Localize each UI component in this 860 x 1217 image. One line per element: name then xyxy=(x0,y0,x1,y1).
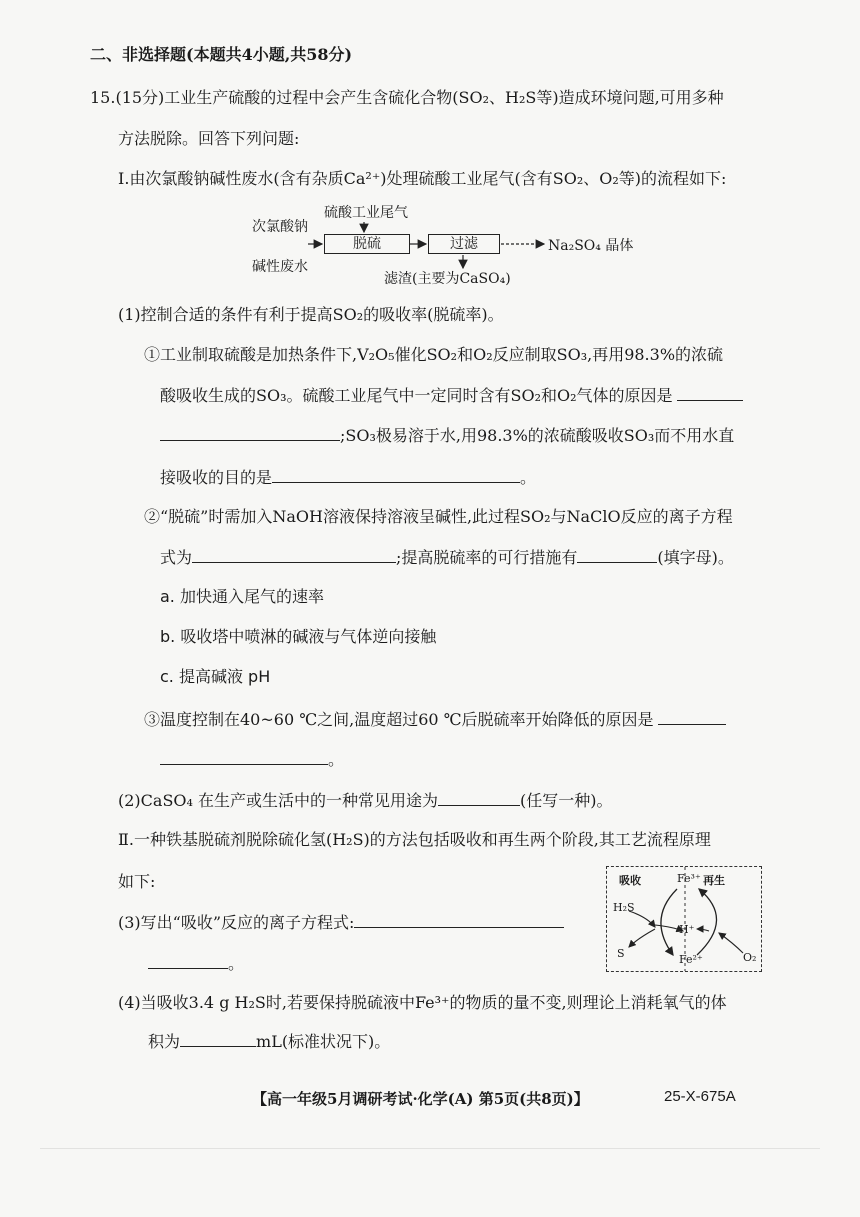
item1-text-d-end: 。 xyxy=(520,468,537,487)
item1-line-a: ①工业制取硫酸是加热条件下,V₂O₅催化SO₂和O₂反应制取SO₃,再用98.3%的浓硫 xyxy=(144,345,724,364)
item1-line-b xyxy=(160,384,743,407)
item2-text-pre: 式为 xyxy=(160,548,193,567)
sub4-text-pre: 积为 xyxy=(148,1032,181,1051)
flow-box-desulfurize-label: 脱硫 xyxy=(353,236,381,252)
footer-center: 【高一年级5月调研考试·化学(A) 第5页(共8页)】 xyxy=(252,1090,589,1108)
option-b: b. 吸收塔中喷淋的碱液与气体逆向接触 xyxy=(160,627,437,646)
flow-box-filter-label: 过滤 xyxy=(450,236,478,252)
hplus-in-arrow xyxy=(697,929,709,931)
answer-blank-2b[interactable] xyxy=(577,546,657,563)
item1-line-d xyxy=(160,466,536,489)
cycle-arc-right xyxy=(697,889,717,955)
part1-intro: Ⅰ.由次氯酸钠碱性废水(含有杂质Ca²⁺)处理硫酸工业尾气(含有SO₂、O₂等)的流程如下: xyxy=(118,169,727,188)
o2-arrow xyxy=(719,933,743,953)
answer-blank-3-cont[interactable] xyxy=(160,748,328,765)
answer-blank-5-cont[interactable] xyxy=(148,952,228,969)
cycle-label-regen: 再生 xyxy=(703,874,725,887)
item2-line-a: ②“脱硫”时需加入NaOH溶液保持溶液呈碱性,此过程SO₂与NaClO反应的离子方程 xyxy=(144,507,733,526)
answer-blank-2a[interactable] xyxy=(192,546,396,563)
cycle-arc-left xyxy=(661,889,677,955)
flow-residue: 滤渣(主要为CaSO₄) xyxy=(384,271,511,287)
item1-text-c: ;SO₃极易溶于水,用98.3%的浓硫酸吸收SO₃而不用水直 xyxy=(340,426,735,445)
item1-text-b: 酸吸收生成的SO₃。硫酸工业尾气中一定同时含有SO₂和O₂气体的原因是 xyxy=(160,386,673,405)
answer-blank-4[interactable] xyxy=(438,789,520,806)
item1-line-c xyxy=(160,424,734,447)
answer-blank-5[interactable] xyxy=(354,911,564,928)
part2-intro-line1: Ⅱ.一种铁基脱硫剂脱除硫化氢(H₂S)的方法包括吸收和再生两个阶段,其工艺流程原理 xyxy=(118,830,711,849)
answer-blank-1b[interactable] xyxy=(272,466,520,483)
cycle-hplus: H⁺ xyxy=(679,923,695,936)
item2-text-post: (填字母)。 xyxy=(657,548,734,567)
flow-top-input: 硫酸工业尾气 xyxy=(324,205,408,221)
sub-question-4-cont xyxy=(148,1030,390,1053)
flow-input-1: 次氯酸钠 xyxy=(252,219,308,235)
footer-code: 25-X-675A xyxy=(664,1088,736,1105)
answer-blank-3[interactable] xyxy=(658,708,726,725)
answer-blank-1a-cont[interactable] xyxy=(160,424,340,441)
q15-stem-line1: 15.(15分)工业生产硫酸的过程中会产生含硫化合物(SO₂、H₂S等)造成环境问题,可用多种 xyxy=(90,88,724,107)
flow-arrows xyxy=(0,0,860,300)
option-c: c. 提高碱液 pH xyxy=(160,667,271,686)
page-bottom-divider xyxy=(40,1148,820,1149)
sub-question-1: (1)控制合适的条件有利于提高SO₂的吸收率(脱硫率)。 xyxy=(118,305,504,324)
cycle-o2: O₂ xyxy=(743,951,757,964)
regeneration-cycle-diagram xyxy=(606,866,762,972)
q15-stem-line2: 方法脱除。回答下列问题: xyxy=(118,129,300,148)
item1-text-d: 接吸收的目的是 xyxy=(160,468,273,487)
item2-text-mid: ;提高脱硫率的可行措施有 xyxy=(396,548,578,567)
answer-blank-6[interactable] xyxy=(180,1030,256,1047)
flow-product: Na₂SO₄ 晶体 xyxy=(548,238,634,254)
answer-blank-1a[interactable] xyxy=(677,384,743,401)
sub3-text: (3)写出“吸收”反应的离子方程式: xyxy=(118,913,355,932)
item3-text: ③温度控制在40~60 ℃之间,温度超过60 ℃后脱硫率开始降低的原因是 xyxy=(144,710,654,729)
cycle-label-absorb: 吸收 xyxy=(619,874,641,887)
sub2-text-post: (任写一种)。 xyxy=(520,791,613,810)
cycle-fe2: Fe²⁺ xyxy=(679,953,703,966)
item3-line-b xyxy=(160,748,344,771)
sub4-text-post: mL(标准状况下)。 xyxy=(256,1032,391,1051)
sub-question-4: (4)当吸收3.4 g H₂S时,若要保持脱硫液中Fe³⁺的物质的量不变,则理论上消耗氧气的体 xyxy=(118,993,727,1012)
cycle-h2s: H₂S xyxy=(613,901,635,914)
item3-text-end: 。 xyxy=(328,750,345,769)
sub3-text-end: 。 xyxy=(228,954,245,973)
part2-intro-line2: 如下: xyxy=(118,872,156,891)
section-title: 二、非选择题(本题共4小题,共58分) xyxy=(90,45,353,64)
sub2-text-pre: (2)CaSO₄ 在生产或生活中的一种常见用途为 xyxy=(118,791,439,810)
cycle-fe3: Fe³⁺ xyxy=(677,872,701,885)
item2-line-b xyxy=(160,546,734,569)
sub-question-3 xyxy=(118,911,564,934)
cycle-s: S xyxy=(617,947,625,960)
item3-line-a xyxy=(144,708,726,731)
flow-input-2: 碱性废水 xyxy=(252,259,308,275)
option-a: a. 加快通入尾气的速率 xyxy=(160,587,324,606)
sub-question-3-cont xyxy=(148,952,244,975)
s-arrow xyxy=(629,929,655,947)
sub-question-2 xyxy=(118,789,613,812)
